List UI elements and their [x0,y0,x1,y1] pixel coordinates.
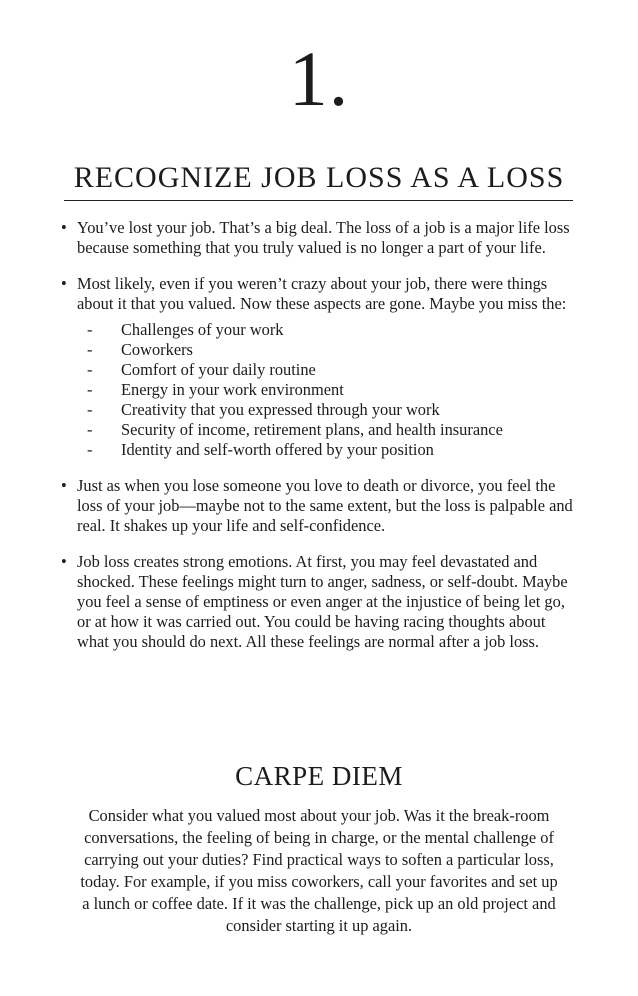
dash-icon: - [87,380,93,399]
chapter-title: RECOGNIZE JOB LOSS AS A LOSS [73,161,565,194]
missed-aspects-list [77,320,581,460]
chapter-number: 1. [288,35,350,122]
title-divider [64,200,573,201]
bullet-text: You’ve lost your job. That’s a big deal. The loss of a job is a major life loss because something that you truly valued is no longer a part of your life. [77,218,570,257]
carpe-diem-text: Consider what you valued most about your job. Was it the break-room conversations, the feeling of being in charge, or the mental challenge of carrying out your duties? Find practical ways to soften a particular loss, today. For example, if you miss coworkers, call your favorites and set up a lunch or coffee date. If it was the challenge, pick up an old project and consider starting it up again. [80,806,558,935]
dash-icon: - [87,340,93,359]
bullet-icon: • [61,552,67,571]
sublist-item [87,340,581,360]
bullet-text: Most likely, even if you weren’t crazy about your job, there were things about it that you valued. Now these aspects are gone. Maybe you miss the: [77,274,567,313]
bullet-text: Just as when you lose someone you love to death or divorce, you feel the loss of your job—maybe not to the same extent, but the loss is palpable and real. It shakes up your life and self-confidence. [77,476,573,535]
dash-icon: - [87,320,93,339]
sublist-item [87,360,581,380]
dash-icon: - [87,440,93,459]
bullet-icon: • [61,476,67,495]
sublist-item-text: Energy in your work environment [121,380,344,399]
bullet-icon: • [61,274,67,293]
dash-icon: - [87,420,93,439]
sublist-item [87,440,581,460]
bullet-list [61,218,581,668]
sublist-item [87,400,581,420]
bullet-item [61,476,581,536]
sublist-item-text: Identity and self-worth offered by your position [121,440,434,459]
carpe-diem-title: CARPE DIEM [235,761,403,791]
bullet-icon: • [61,218,67,237]
sublist-item-text: Coworkers [121,340,193,359]
sublist-item [87,320,581,340]
dash-icon: - [87,360,93,379]
sublist-item-text: Creativity that you expressed through your work [121,400,440,419]
sublist-item [87,420,581,440]
sublist-item-text: Security of income, retirement plans, and health insurance [121,420,503,439]
sublist-item-text: Comfort of your daily routine [121,360,316,379]
bullet-item [61,552,581,652]
sublist-item [87,380,581,400]
bullet-text: Job loss creates strong emotions. At first, you may feel devastated and shocked. These feelings might turn to anger, sadness, or self-doubt. Maybe you feel a sense of emptiness or even anger at the injustice of being let go, or at how it was carried out. You could be having racing thoughts about what you should do next. All these feelings are normal after a job loss. [77,552,568,651]
dash-icon: - [87,400,93,419]
bullet-item [61,218,581,258]
bullet-item [61,274,581,460]
sublist-item-text: Challenges of your work [121,320,284,339]
